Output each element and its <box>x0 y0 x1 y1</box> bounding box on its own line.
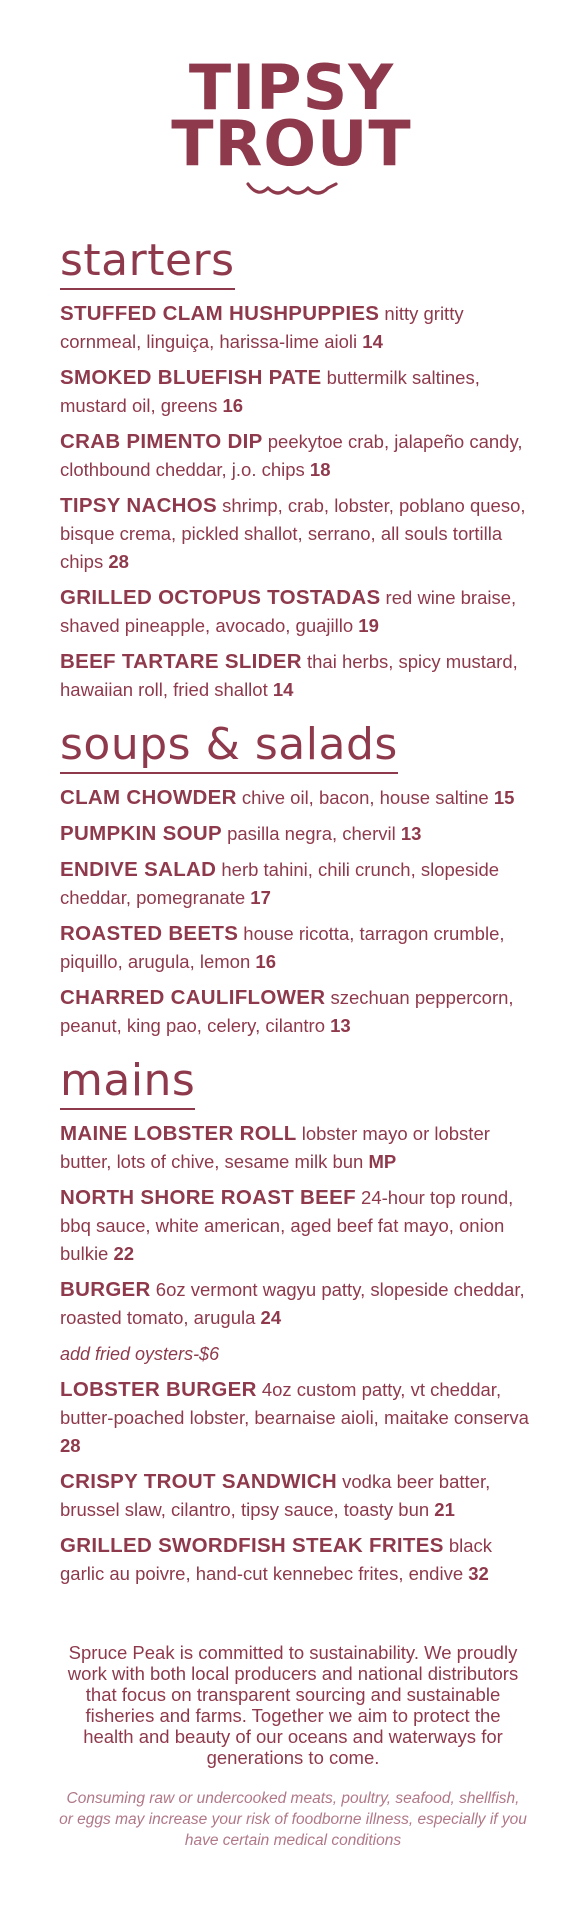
item-name: GRILLED OCTOPUS TOSTADAS <box>60 586 381 609</box>
item-price: 16 <box>255 951 276 972</box>
item-price: 13 <box>330 1015 351 1036</box>
item-name: GRILLED SWORDFISH STEAK FRITES <box>60 1534 444 1557</box>
item-description: black garlic au poivre, hand-cut kennebec frites, endive <box>60 1535 493 1584</box>
logo-line-1: TIPSY <box>188 51 395 124</box>
section-mains <box>60 1056 530 1588</box>
item-description: herb tahini, chili crunch, slopeside cheddar, pomegranate <box>60 859 500 908</box>
item-description: thai herbs, spicy mustard, hawaiian roll, fried shallot <box>60 651 518 700</box>
item-name: CRAB PIMENTO DIP <box>60 430 263 453</box>
item-description: 6oz vermont wagyu patty, slopeside cheddar, roasted tomato, arugula <box>60 1279 525 1328</box>
item-description: 24-hour top round, bbq sauce, white american, aged beef fat mayo, onion bulkie <box>60 1187 514 1264</box>
menu-item <box>60 648 530 704</box>
item-price: 14 <box>272 679 294 700</box>
item-price: 22 <box>113 1243 135 1264</box>
item-price: 19 <box>358 615 379 636</box>
item-price: 13 <box>400 823 422 844</box>
menu-item <box>60 1120 530 1176</box>
item-name: PUMPKIN SOUP <box>60 822 222 845</box>
item-name: NORTH SHORE ROAST BEEF <box>60 1186 356 1209</box>
item-price: MP <box>368 1151 397 1172</box>
item-price: 32 <box>468 1563 489 1584</box>
item-description: vodka beer batter, brussel slaw, cilantro, tipsy sauce, toasty bun <box>60 1471 491 1520</box>
item-name: BEEF TARTARE SLIDER <box>60 650 302 673</box>
item-description: peekytoe crab, jalapeño candy, clothbound cheddar, j.o. chips <box>60 431 523 480</box>
item-description: red wine braise, shaved pineapple, avocado, guajillo <box>60 587 517 636</box>
item-description: chive oil, bacon, house saltine <box>236 787 494 808</box>
logo-line-2: TROUT <box>171 107 412 180</box>
item-description: pasilla negra, chervil <box>221 823 401 844</box>
item-description: house ricotta, tarragon crumble, piquillo, arugula, lemon <box>60 923 505 972</box>
item-price: 24 <box>260 1307 282 1328</box>
item-name: BURGER <box>60 1278 151 1301</box>
section-title-mains: mains <box>60 1056 195 1110</box>
item-price: 28 <box>108 551 129 572</box>
menu-item <box>60 1184 530 1268</box>
item-price: 17 <box>250 887 271 908</box>
item-description: 4oz custom patty, vt cheddar, butter-poached lobster, bearnaise aioli, maitake conserva <box>60 1379 529 1428</box>
menu-item <box>60 584 530 640</box>
item-price: 18 <box>309 459 331 480</box>
health-disclaimer: Consuming raw or undercooked meats, poultry, seafood, shellfish, or eggs may increase your risk of foodborne illness, especially if you have certain medical conditions <box>59 1790 527 1849</box>
sustainability-statement: Spruce Peak is committed to sustainability. We proudly work with both local producers and national distributors that focus on transparent sourcing and sustainable fisheries and farms. Together we aim to protect the health and beauty of our oceans and waterways for generations to come. <box>67 1642 519 1768</box>
section-title-starters: starters <box>60 236 235 290</box>
menu-item <box>60 364 530 420</box>
item-name: LOBSTER BURGER <box>60 1378 257 1401</box>
section-starters <box>60 236 530 704</box>
menu-item <box>60 492 530 576</box>
item-name: STUFFED CLAM HUSHPUPPIES <box>60 302 380 325</box>
menu-item <box>60 1468 530 1524</box>
item-description: szechuan peppercorn, peanut, king pao, celery, cilantro <box>60 987 514 1036</box>
item-name: CLAM CHOWDER <box>60 786 237 809</box>
item-description: nitty gritty cornmeal, linguiça, harissa-lime aioli <box>60 303 464 352</box>
menu-item <box>60 820 530 848</box>
menu-item <box>60 856 530 912</box>
item-name: TIPSY NACHOS <box>60 494 217 517</box>
item-price: 21 <box>434 1499 455 1520</box>
item-name: CHARRED CAULIFLOWER <box>60 986 326 1009</box>
menu-item <box>60 984 530 1040</box>
menu-item <box>60 920 530 976</box>
item-description: lobster mayo or lobster butter, lots of chive, sesame milk bun <box>60 1123 490 1172</box>
item-name: SMOKED BLUEFISH PATE <box>60 366 322 389</box>
item-price: 16 <box>222 395 244 416</box>
menu-item <box>60 1532 530 1588</box>
item-name: ENDIVE SALAD <box>60 858 217 881</box>
item-name: MAINE LOBSTER ROLL <box>60 1122 297 1145</box>
item-price: 28 <box>60 1435 81 1456</box>
menu-item <box>60 1276 530 1332</box>
item-description: buttermilk saltines, mustard oil, greens <box>60 367 480 416</box>
section-soups-salads <box>60 720 530 1040</box>
item-name: ROASTED BEETS <box>60 922 239 945</box>
menu-item <box>60 1376 530 1460</box>
item-price: 15 <box>493 787 515 808</box>
item-name: CRISPY TROUT SANDWICH <box>60 1470 337 1493</box>
item-price: 14 <box>362 331 383 352</box>
menu-content <box>60 236 530 1604</box>
menu-item <box>60 784 530 812</box>
item-description: shrimp, crab, lobster, poblano queso, bisque crema, pickled shallot, serrano, all souls tortilla chips <box>60 495 526 572</box>
menu-item <box>60 300 530 356</box>
logo <box>0 51 583 202</box>
menu-item <box>60 428 530 484</box>
burger-add-on-note: add fried oysters-$6 <box>60 1344 220 1364</box>
section-title-soups-salads: soups & salads <box>60 720 398 774</box>
